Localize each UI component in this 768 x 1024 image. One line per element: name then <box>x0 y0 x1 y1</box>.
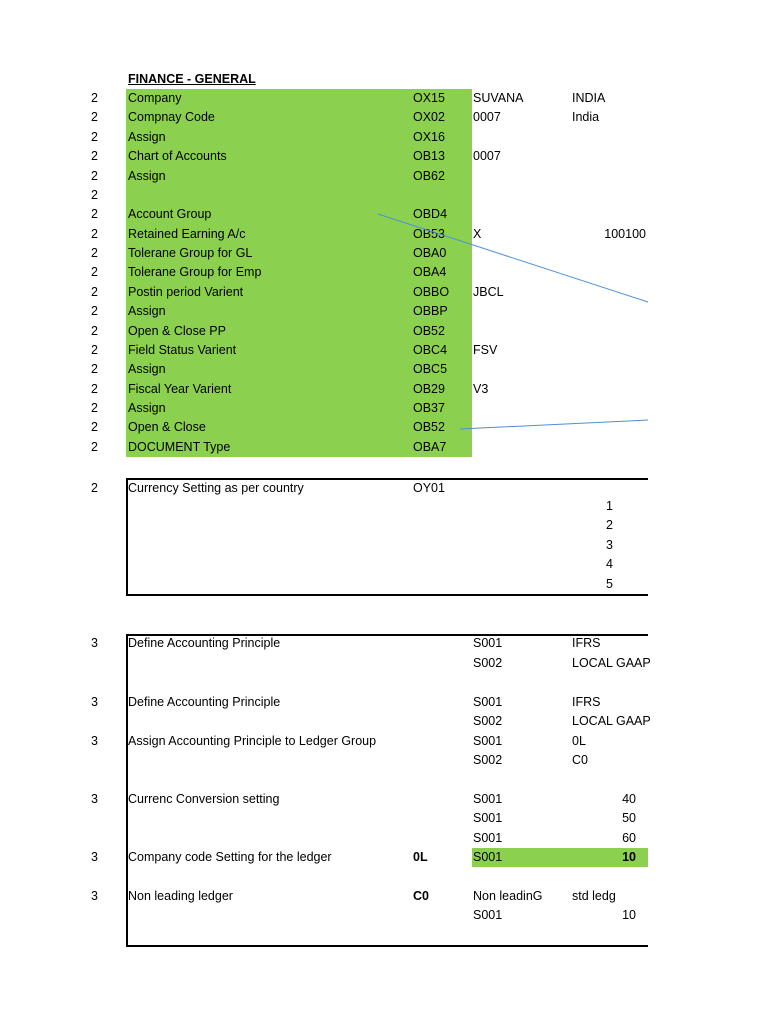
row-number: 3 <box>91 734 98 748</box>
currency-item: 2 <box>606 518 613 532</box>
row-number: 2 <box>91 207 98 221</box>
row-label: DOCUMENT Type <box>128 440 231 454</box>
row-label: Assign <box>128 401 166 415</box>
row-number: 2 <box>91 401 98 415</box>
row-label: Retained Earning A/c <box>128 227 246 241</box>
ledger-row <box>0 732 768 751</box>
ledger-row <box>0 693 768 712</box>
value-2: India <box>572 110 600 124</box>
transaction-code: OB52 <box>413 420 445 434</box>
transaction-code: OBA0 <box>413 246 447 260</box>
transaction-code: OB13 <box>413 149 445 163</box>
value-1: S001 <box>473 811 503 825</box>
row-number: 2 <box>91 324 98 338</box>
row-number: 2 <box>91 343 98 357</box>
currency-item: 5 <box>606 577 613 591</box>
row-number: 3 <box>91 695 98 709</box>
transaction-code: OBBP <box>413 304 448 318</box>
row-label: Non leading ledger <box>128 889 233 903</box>
ledger-row <box>0 829 768 848</box>
value-3: 10 <box>622 908 636 922</box>
value-3: 10 <box>622 850 636 864</box>
connector-line-retained-earning <box>378 214 648 302</box>
value-2: IFRS <box>572 695 601 709</box>
row-label: Account Group <box>128 207 212 221</box>
value-1: 0007 <box>473 110 501 124</box>
row-label: Assign Accounting Principle to Ledger Group <box>128 734 377 748</box>
row-number: 2 <box>91 265 98 279</box>
row-label: Tolerane Group for Emp <box>128 265 262 279</box>
row-label: Field Status Varient <box>128 343 237 357</box>
value-2: IFRS <box>572 636 601 650</box>
row-number: 2 <box>91 130 98 144</box>
transaction-code: OB53 <box>413 227 445 241</box>
row-number: 2 <box>91 91 98 105</box>
row-number: 2 <box>91 246 98 260</box>
row-label: Open & Close <box>128 420 206 434</box>
row-number: 2 <box>91 362 98 376</box>
row-number: 3 <box>91 792 98 806</box>
row-number: 3 <box>91 850 98 864</box>
row-label: Currenc Conversion setting <box>128 792 280 806</box>
ledger-row <box>0 887 768 906</box>
ledger-row <box>0 751 768 770</box>
row-label: Assign <box>128 304 166 318</box>
row-label: Compnay Code <box>128 110 215 124</box>
transaction-code: OX16 <box>413 130 445 144</box>
value-1: S001 <box>473 734 503 748</box>
value-1: X <box>473 227 482 241</box>
transaction-code: OBBO <box>413 285 450 299</box>
ledger-row <box>0 654 768 673</box>
ledger-row <box>0 848 768 867</box>
value-2: LOCAL GAAP <box>572 714 651 728</box>
row-number: 2 <box>91 110 98 124</box>
transaction-code: OX02 <box>413 110 445 124</box>
value-2: std ledg <box>572 889 616 903</box>
currency-setting-label: Currency Setting as per country <box>128 481 304 495</box>
ledger-row <box>0 906 768 925</box>
currency-item: 4 <box>606 557 613 571</box>
ledger-code: C0 <box>413 889 429 903</box>
ledger-box-bottom-border <box>126 945 648 947</box>
row-number: 2 <box>91 382 98 396</box>
value-1: S001 <box>473 695 503 709</box>
row-label: Assign <box>128 362 166 376</box>
row-number: 2 <box>91 188 98 202</box>
value-3: 60 <box>622 831 636 845</box>
row-label: Chart of Accounts <box>128 149 227 163</box>
currency-item: 1 <box>606 499 613 513</box>
value-2: INDIA <box>572 91 606 105</box>
row-number: 2 <box>91 420 98 434</box>
value-1: S002 <box>473 753 503 767</box>
value-2: 0L <box>572 734 586 748</box>
value-1: FSV <box>473 343 498 357</box>
row-label: Tolerane Group for GL <box>128 246 253 260</box>
value-3: 100100 <box>604 227 646 241</box>
row-number: 2 <box>91 285 98 299</box>
connector-line-open-close <box>460 420 648 429</box>
ledger-row <box>0 634 768 653</box>
ledger-row <box>0 712 768 731</box>
currency-row-number: 2 <box>91 481 98 495</box>
currency-item: 3 <box>606 538 613 552</box>
row-label: Company <box>128 91 182 105</box>
currency-setting-code: OY01 <box>413 481 445 495</box>
row-number: 2 <box>91 227 98 241</box>
value-1: S001 <box>473 908 503 922</box>
row-label: Assign <box>128 130 166 144</box>
transaction-code: OBA4 <box>413 265 447 279</box>
ledger-row <box>0 790 768 809</box>
row-number: 3 <box>91 636 98 650</box>
value-1: S001 <box>473 850 503 864</box>
ledger-row <box>0 809 768 828</box>
value-1: SUVANA <box>473 91 524 105</box>
value-1: S002 <box>473 656 503 670</box>
value-2: C0 <box>572 753 588 767</box>
row-label: Fiscal Year Varient <box>128 382 232 396</box>
value-3: 50 <box>622 811 636 825</box>
value-1: Non leadinG <box>473 889 543 903</box>
row-label: Define Accounting Principle <box>128 695 281 709</box>
transaction-code: OBA7 <box>413 440 447 454</box>
value-1: JBCL <box>473 285 504 299</box>
row-number: 2 <box>91 304 98 318</box>
row-number: 3 <box>91 889 98 903</box>
row-label: Open & Close PP <box>128 324 226 338</box>
value-3: 40 <box>622 792 636 806</box>
row-number: 2 <box>91 149 98 163</box>
value-1: S001 <box>473 636 503 650</box>
transaction-code: OBC4 <box>413 343 448 357</box>
value-1: V3 <box>473 382 489 396</box>
row-label: Company code Setting for the ledger <box>128 850 332 864</box>
value-2: LOCAL GAAP <box>572 656 651 670</box>
section-title: FINANCE - GENERAL <box>128 72 256 86</box>
transaction-code: OBC5 <box>413 362 448 376</box>
currency-box-bottom-border <box>126 594 648 596</box>
transaction-code: OX15 <box>413 91 445 105</box>
row-label: Assign <box>128 169 166 183</box>
row-number: 2 <box>91 440 98 454</box>
value-1: S001 <box>473 792 503 806</box>
row-number: 2 <box>91 169 98 183</box>
ledger-code: 0L <box>413 850 428 864</box>
value-1: 0007 <box>473 149 501 163</box>
transaction-code: OB62 <box>413 169 445 183</box>
row-label: Postin period Varient <box>128 285 244 299</box>
row-label: Define Accounting Principle <box>128 636 281 650</box>
transaction-code: OB37 <box>413 401 445 415</box>
transaction-code: OBD4 <box>413 207 448 221</box>
transaction-code: OB52 <box>413 324 445 338</box>
value-1: S001 <box>473 831 503 845</box>
transaction-code: OB29 <box>413 382 445 396</box>
value-1: S002 <box>473 714 503 728</box>
